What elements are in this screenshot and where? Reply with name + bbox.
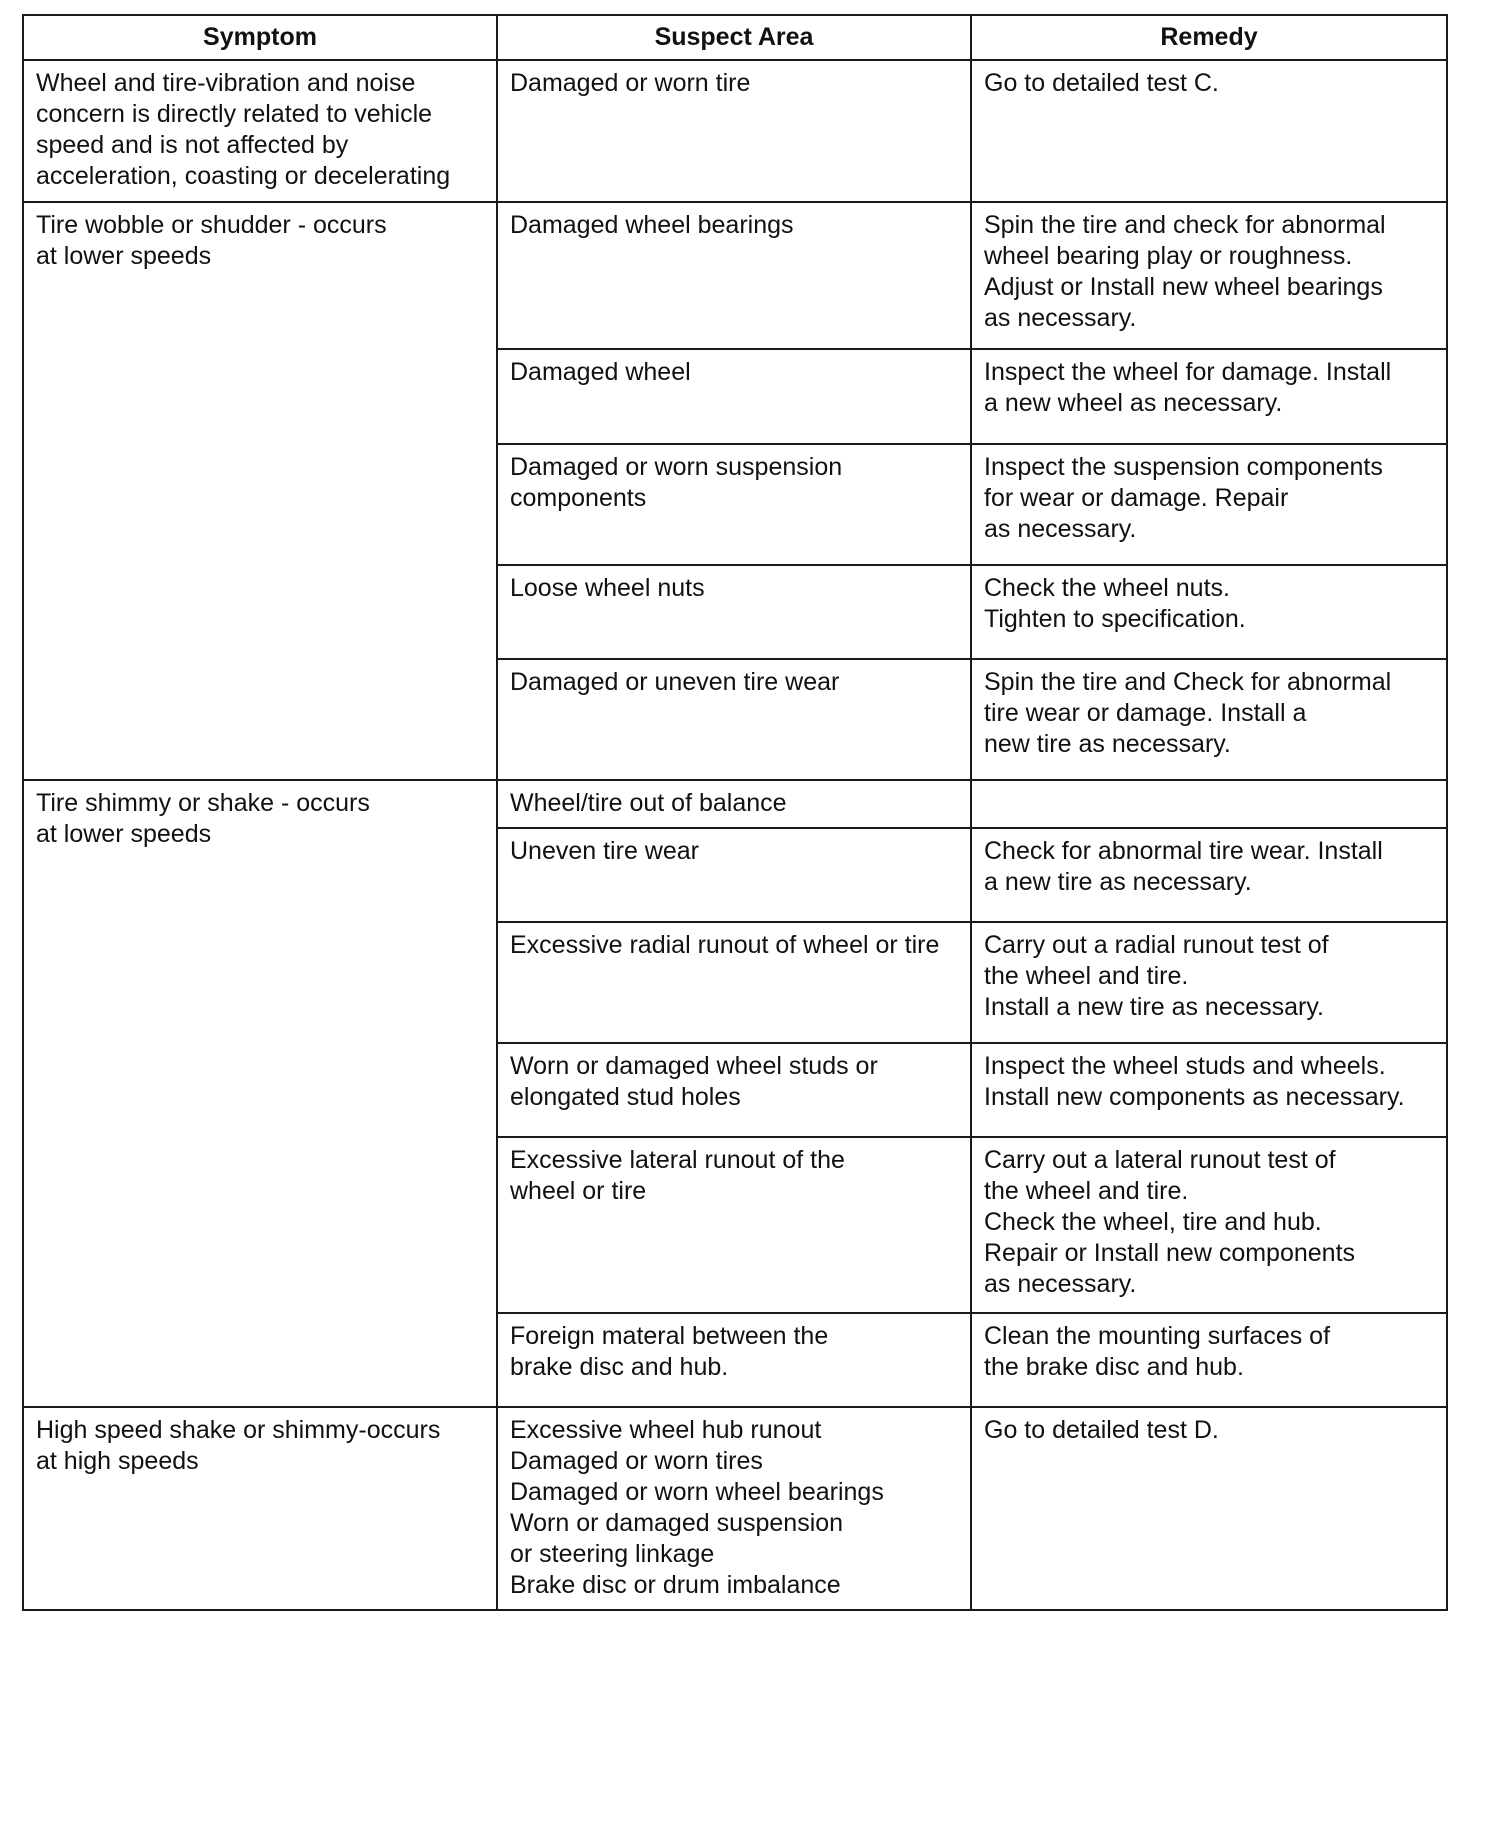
table-row bbox=[23, 60, 1447, 202]
remedy-cell: Spin the tire and Check for abnormal tire wear or damage. Install a new tire as necessary. bbox=[971, 659, 1447, 780]
remedy-cell: Inspect the wheel for damage. Install a new wheel as necessary. bbox=[971, 349, 1447, 444]
suspect-area-cell: Wheel/tire out of balance bbox=[497, 780, 971, 828]
suspect-area-cell: Damaged wheel bearings bbox=[497, 202, 971, 349]
suspect-area-cell: Loose wheel nuts bbox=[497, 565, 971, 659]
remedy-cell: Inspect the wheel studs and wheels. Install new components as necessary. bbox=[971, 1043, 1447, 1137]
table-row bbox=[23, 780, 1447, 828]
suspect-area-cell: Excessive radial runout of wheel or tire bbox=[497, 922, 971, 1043]
remedy-cell: Carry out a lateral runout test of the wheel and tire. Check the wheel, tire and hub. Repair or Install new components as necessary. bbox=[971, 1137, 1447, 1313]
suspect-area-cell: Worn or damaged wheel studs or elongated stud holes bbox=[497, 1043, 971, 1137]
suspect-area-cell: Uneven tire wear bbox=[497, 828, 971, 922]
table-row bbox=[23, 1407, 1447, 1610]
suspect-area-cell: Damaged or worn tire bbox=[497, 60, 971, 202]
remedy-cell: Check for abnormal tire wear. Install a new tire as necessary. bbox=[971, 828, 1447, 922]
remedy-cell: Go to detailed test C. bbox=[971, 60, 1447, 202]
header-remedy: Remedy bbox=[971, 15, 1447, 60]
remedy-cell: Go to detailed test D. bbox=[971, 1407, 1447, 1610]
remedy-cell bbox=[971, 780, 1447, 828]
symptom-cell: Tire shimmy or shake - occurs at lower speeds bbox=[23, 780, 497, 1407]
symptom-cell: High speed shake or shimmy-occurs at high speeds bbox=[23, 1407, 497, 1610]
symptom-cell: Tire wobble or shudder - occurs at lower speeds bbox=[23, 202, 497, 780]
table-row bbox=[23, 202, 1447, 349]
symptom-cell: Wheel and tire-vibration and noise concern is directly related to vehicle speed and is not affected by acceleration, coasting or decelerating bbox=[23, 60, 497, 202]
header-symptom: Symptom bbox=[23, 15, 497, 60]
remedy-cell: Spin the tire and check for abnormal wheel bearing play or roughness. Adjust or Install new wheel bearings as necessary. bbox=[971, 202, 1447, 349]
header-suspect-area: Suspect Area bbox=[497, 15, 971, 60]
remedy-cell: Carry out a radial runout test of the wheel and tire. Install a new tire as necessary. bbox=[971, 922, 1447, 1043]
suspect-area-cell: Foreign materal between the brake disc and hub. bbox=[497, 1313, 971, 1407]
suspect-area-cell: Damaged or worn suspension components bbox=[497, 444, 971, 565]
diagnosis-table bbox=[22, 14, 1448, 1611]
suspect-area-cell: Damaged or uneven tire wear bbox=[497, 659, 971, 780]
remedy-cell: Inspect the suspension components for wear or damage. Repair as necessary. bbox=[971, 444, 1447, 565]
remedy-cell: Check the wheel nuts. Tighten to specification. bbox=[971, 565, 1447, 659]
suspect-area-cell: Excessive lateral runout of the wheel or tire bbox=[497, 1137, 971, 1313]
suspect-area-cell: Excessive wheel hub runout Damaged or worn tires Damaged or worn wheel bearings Worn or damaged suspension or steering linkage Brake disc or drum imbalance bbox=[497, 1407, 971, 1610]
remedy-cell: Clean the mounting surfaces of the brake disc and hub. bbox=[971, 1313, 1447, 1407]
suspect-area-cell: Damaged wheel bbox=[497, 349, 971, 444]
header-row bbox=[23, 15, 1447, 60]
